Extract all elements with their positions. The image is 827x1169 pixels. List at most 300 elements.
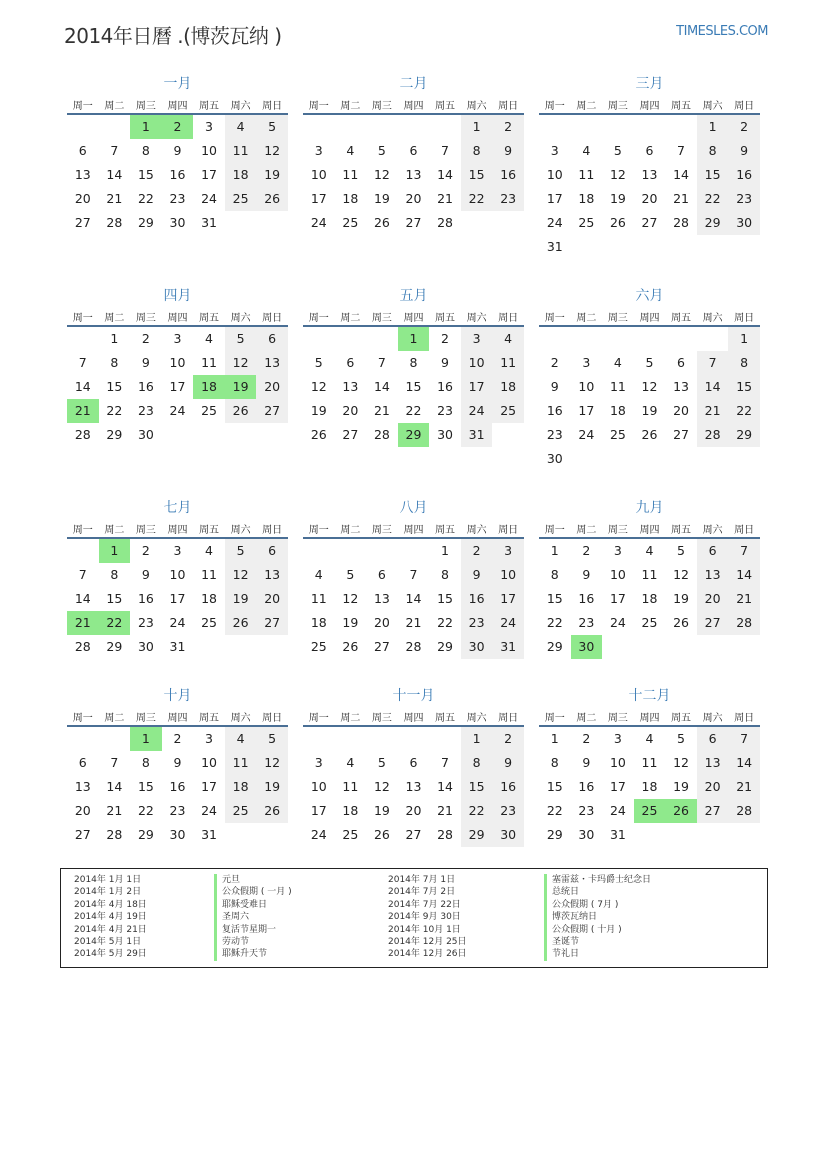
empty-cell [67, 115, 99, 139]
week-row [67, 399, 288, 423]
day-cell: 4 [645, 543, 654, 558]
weekday-label: 周日 [498, 312, 519, 324]
weekday-label: 周四 [639, 312, 660, 324]
day-cell: 23 [578, 803, 595, 818]
week-row [67, 211, 288, 235]
week-row [539, 187, 760, 211]
day-cell: 26 [641, 427, 658, 442]
month-name: 四月 [163, 288, 192, 304]
day-cell: 17 [169, 379, 186, 394]
day-cell: 12 [373, 167, 390, 182]
day-cell: 7 [677, 143, 685, 158]
week-row [539, 139, 760, 163]
day-cell: 19 [373, 803, 390, 818]
weekday-label: 周二 [104, 712, 125, 724]
holiday-date: 2014年 7月 22日 [388, 899, 461, 910]
empty-cell [602, 327, 634, 351]
day-cell: 27 [373, 639, 390, 654]
weekday-label: 周日 [262, 100, 283, 112]
empty-cell [634, 235, 666, 259]
empty-cell [665, 823, 697, 847]
day-cell: 21 [373, 403, 390, 418]
day-cell: 25 [310, 639, 327, 654]
day-cell: 15 [461, 775, 493, 799]
holiday-names-right [544, 874, 651, 961]
weekday-label: 周三 [371, 312, 392, 324]
day-cell: 20 [74, 191, 91, 206]
day-cell: 1 [461, 727, 493, 751]
empty-cell [335, 115, 367, 139]
weekday-header [67, 519, 288, 539]
day-cell: 10 [201, 143, 217, 158]
month-name: 九月 [635, 500, 664, 516]
weekday-label: 周一 [72, 100, 93, 112]
day-cell: 12 [256, 751, 288, 775]
day-cell: 26 [665, 799, 697, 823]
week-row [539, 235, 760, 259]
day-cell: 5 [346, 567, 355, 582]
day-cell: 4 [645, 731, 654, 746]
week-row [539, 115, 760, 139]
empty-cell [697, 447, 729, 471]
week-row [67, 327, 288, 351]
day-cell: 19 [609, 191, 626, 206]
empty-cell [366, 327, 398, 351]
day-cell: 31 [492, 635, 524, 659]
day-cell: 7 [697, 351, 729, 375]
empty-cell [602, 235, 634, 259]
day-cell: 22 [461, 187, 493, 211]
empty-cell [99, 727, 131, 751]
day-cell: 4 [492, 327, 524, 351]
empty-cell [634, 447, 666, 471]
day-cell: 12 [673, 755, 689, 770]
day-cell: 14 [437, 167, 453, 182]
week-row [303, 635, 524, 659]
week-row [303, 751, 524, 775]
day-cell: 29 [697, 211, 729, 235]
holiday-date: 2014年 7月 2日 [388, 887, 456, 898]
weekday-label: 周日 [262, 312, 283, 324]
day-cell: 24 [492, 611, 524, 635]
day-cell: 23 [492, 187, 524, 211]
month-calendar [539, 497, 760, 659]
day-cell: 21 [67, 399, 99, 423]
day-cell: 10 [461, 351, 493, 375]
day-cell: 6 [78, 755, 87, 770]
weekday-label: 周六 [230, 524, 251, 536]
day-cell: 26 [225, 399, 257, 423]
week-row [303, 375, 524, 399]
weekday-label: 周六 [702, 524, 723, 536]
holiday-date: 2014年 12月 25日 [388, 936, 467, 947]
day-cell: 29 [437, 639, 453, 654]
day-cell: 11 [342, 779, 359, 794]
day-cell: 8 [141, 755, 150, 770]
day-cell: 5 [677, 543, 685, 558]
weekday-label: 周日 [734, 712, 755, 724]
day-cell: 31 [169, 639, 186, 654]
weekday-label: 周一 [308, 100, 329, 112]
day-cell: 15 [546, 591, 563, 606]
weekday-label: 周四 [403, 312, 424, 324]
weekday-label: 周六 [702, 312, 723, 324]
week-row [539, 727, 760, 751]
day-cell: 7 [377, 355, 386, 370]
day-cell: 15 [405, 379, 422, 394]
day-cell: 7 [110, 755, 119, 770]
weekday-label: 周三 [371, 712, 392, 724]
site-brand[interactable]: TIMESLES.COM [676, 24, 768, 39]
empty-cell [335, 539, 367, 563]
day-cell: 16 [137, 379, 154, 394]
day-cell: 7 [110, 143, 119, 158]
weekday-label: 周五 [435, 100, 456, 112]
day-cell: 19 [310, 403, 327, 418]
week-row [539, 327, 760, 351]
empty-cell [67, 727, 99, 751]
week-row [539, 399, 760, 423]
day-cell: 14 [728, 563, 760, 587]
day-cell: 12 [342, 591, 359, 606]
day-cell: 9 [141, 355, 150, 370]
day-cell: 13 [697, 563, 729, 587]
weekday-label: 周四 [639, 524, 660, 536]
day-cell: 28 [373, 427, 390, 442]
day-cell: 15 [106, 591, 123, 606]
day-cell: 4 [225, 727, 257, 751]
day-cell: 7 [728, 539, 760, 563]
day-cell: 12 [373, 779, 390, 794]
day-cell: 20 [697, 587, 729, 611]
day-cell: 13 [373, 591, 390, 606]
week-row [303, 563, 524, 587]
day-cell: 3 [314, 143, 323, 158]
day-cell: 30 [137, 639, 154, 654]
day-cell: 10 [310, 167, 327, 182]
day-cell: 26 [373, 827, 390, 842]
day-cell: 15 [137, 167, 154, 182]
empty-cell [256, 211, 288, 235]
empty-cell [492, 423, 524, 447]
day-cell: 6 [346, 355, 355, 370]
day-cell: 18 [225, 775, 257, 799]
empty-cell [539, 327, 571, 351]
day-cell: 13 [342, 379, 359, 394]
weekday-label: 周三 [371, 100, 392, 112]
month-calendar [303, 497, 524, 659]
empty-cell [398, 727, 430, 751]
day-cell: 13 [74, 779, 91, 794]
day-cell: 25 [225, 187, 257, 211]
week-row [539, 539, 760, 563]
day-cell: 12 [673, 567, 689, 582]
day-cell: 28 [728, 799, 760, 823]
day-cell: 1 [398, 327, 430, 351]
day-cell: 12 [310, 379, 327, 394]
day-cell: 1 [130, 727, 162, 751]
day-cell: 20 [697, 775, 729, 799]
day-cell: 11 [641, 567, 658, 582]
day-cell: 31 [546, 239, 563, 254]
weekday-label: 周二 [576, 524, 597, 536]
day-cell: 23 [578, 615, 595, 630]
weekday-label: 周四 [167, 712, 188, 724]
empty-cell [602, 447, 634, 471]
day-cell: 6 [409, 143, 418, 158]
holiday-name: 塞雷兹・卡玛爵士纪念日 [544, 874, 651, 886]
day-cell: 8 [728, 351, 760, 375]
day-cell: 1 [110, 331, 119, 346]
weekday-label: 周二 [576, 712, 597, 724]
weekday-label: 周四 [403, 100, 424, 112]
day-cell: 20 [641, 191, 658, 206]
empty-cell [539, 115, 571, 139]
day-cell: 8 [110, 567, 119, 582]
day-cell: 8 [441, 567, 449, 582]
day-cell: 4 [613, 355, 622, 370]
weekday-label: 周一 [544, 524, 565, 536]
week-row [539, 587, 760, 611]
week-row [539, 751, 760, 775]
day-cell: 4 [225, 115, 257, 139]
day-cell: 16 [461, 587, 493, 611]
weekday-label: 周一 [72, 524, 93, 536]
day-cell: 19 [342, 615, 359, 630]
week-row [303, 115, 524, 139]
day-cell: 10 [201, 755, 217, 770]
empty-cell [303, 327, 335, 351]
day-cell: 27 [641, 215, 658, 230]
day-cell: 27 [405, 215, 422, 230]
weekday-label: 周二 [576, 100, 597, 112]
day-cell: 3 [173, 543, 182, 558]
day-cell: 6 [697, 727, 729, 751]
week-row [539, 211, 760, 235]
weekday-label: 周四 [167, 100, 188, 112]
day-cell: 17 [578, 403, 595, 418]
day-cell: 21 [728, 775, 760, 799]
month-calendar [539, 73, 760, 259]
empty-cell [366, 727, 398, 751]
week-row [303, 587, 524, 611]
day-cell: 11 [578, 167, 595, 182]
day-cell: 25 [492, 399, 524, 423]
day-cell: 7 [78, 567, 87, 582]
day-cell: 2 [141, 543, 150, 558]
empty-cell [398, 115, 430, 139]
day-cell: 8 [461, 139, 493, 163]
month-calendar [67, 73, 288, 235]
day-cell: 30 [169, 215, 186, 230]
weekday-label: 周二 [104, 100, 125, 112]
day-cell: 15 [137, 779, 154, 794]
day-cell: 5 [677, 731, 685, 746]
weekday-label: 周六 [466, 524, 487, 536]
empty-cell [665, 635, 697, 659]
day-cell: 25 [609, 427, 626, 442]
empty-cell [366, 539, 398, 563]
empty-cell [256, 635, 288, 659]
weekday-label: 周五 [671, 524, 692, 536]
day-cell: 26 [373, 215, 390, 230]
day-cell: 28 [405, 639, 422, 654]
empty-cell [193, 635, 225, 659]
day-cell: 16 [578, 591, 595, 606]
day-cell: 7 [441, 143, 449, 158]
day-cell: 25 [201, 403, 217, 418]
holiday-date: 2014年 12月 26日 [388, 949, 467, 960]
day-cell: 31 [201, 827, 217, 842]
weekday-label: 周一 [308, 712, 329, 724]
empty-cell [602, 635, 634, 659]
empty-cell [728, 235, 760, 259]
day-cell: 23 [546, 427, 563, 442]
week-row [539, 775, 760, 799]
day-cell: 21 [405, 615, 422, 630]
day-cell: 21 [673, 191, 689, 206]
day-cell: 1 [697, 115, 729, 139]
day-cell: 1 [461, 115, 493, 139]
day-cell: 20 [405, 191, 422, 206]
empty-cell [67, 539, 99, 563]
day-cell: 21 [106, 191, 123, 206]
empty-cell [665, 235, 697, 259]
day-cell: 2 [582, 731, 591, 746]
day-cell: 1 [550, 543, 559, 558]
holiday-date: 2014年 1月 2日 [74, 887, 142, 898]
week-row [67, 375, 288, 399]
holiday-dates-left [74, 874, 147, 961]
day-cell: 27 [342, 427, 359, 442]
empty-cell [634, 635, 666, 659]
day-cell: 4 [582, 143, 591, 158]
day-cell: 29 [398, 423, 430, 447]
weekday-label: 周四 [403, 712, 424, 724]
day-cell: 16 [578, 779, 595, 794]
weekday-label: 周四 [639, 712, 660, 724]
empty-cell [665, 115, 697, 139]
day-cell: 11 [310, 591, 327, 606]
week-row [67, 423, 288, 447]
week-row [67, 635, 288, 659]
day-cell: 16 [437, 379, 453, 394]
day-cell: 9 [461, 563, 493, 587]
month-calendar [67, 285, 288, 447]
week-row [67, 163, 288, 187]
holiday-names-left [214, 874, 292, 961]
day-cell: 22 [461, 799, 493, 823]
day-cell: 12 [609, 167, 626, 182]
day-cell: 1 [130, 115, 162, 139]
day-cell: 8 [550, 567, 559, 582]
day-cell: 29 [106, 639, 123, 654]
day-cell: 6 [677, 355, 685, 370]
day-cell: 20 [256, 587, 288, 611]
weekday-label: 周三 [135, 712, 156, 724]
weekday-label: 周一 [72, 712, 93, 724]
month-name: 五月 [399, 288, 428, 304]
holiday-date: 2014年 4月 18日 [74, 899, 147, 910]
day-cell: 11 [201, 355, 217, 370]
weekday-label: 周五 [435, 312, 456, 324]
day-cell: 14 [106, 167, 123, 182]
day-cell: 20 [405, 803, 422, 818]
month-name: 三月 [635, 76, 664, 92]
weekday-header [539, 307, 760, 327]
day-cell: 7 [441, 755, 449, 770]
week-row [67, 611, 288, 635]
day-cell: 27 [697, 611, 729, 635]
day-cell: 4 [205, 331, 213, 346]
weekday-label: 周三 [135, 312, 156, 324]
day-cell: 14 [74, 591, 91, 606]
day-cell: 17 [169, 591, 186, 606]
day-cell: 4 [314, 567, 323, 582]
month-name: 七月 [163, 500, 192, 516]
week-row [303, 727, 524, 751]
day-cell: 28 [106, 215, 123, 230]
empty-cell [398, 539, 430, 563]
day-cell: 8 [110, 355, 119, 370]
day-cell: 10 [310, 779, 327, 794]
holiday-date: 2014年 4月 19日 [74, 912, 147, 923]
holiday-name: 圣周六 [214, 911, 292, 923]
weekday-label: 周二 [104, 312, 125, 324]
day-cell: 3 [550, 143, 559, 158]
weekday-label: 周四 [639, 100, 660, 112]
day-cell: 25 [641, 615, 658, 630]
week-row [303, 611, 524, 635]
empty-cell [303, 539, 335, 563]
day-cell: 8 [141, 143, 150, 158]
empty-cell [665, 447, 697, 471]
week-row [303, 799, 524, 823]
weekday-label: 周日 [734, 100, 755, 112]
month-calendar [303, 73, 524, 235]
day-cell: 13 [641, 167, 658, 182]
week-row [539, 351, 760, 375]
weekday-label: 周一 [72, 312, 93, 324]
weekday-label: 周五 [199, 712, 220, 724]
weekday-header [539, 95, 760, 115]
empty-cell [256, 423, 288, 447]
day-cell: 1 [550, 731, 559, 746]
day-cell: 16 [137, 591, 154, 606]
weekday-label: 周一 [544, 312, 565, 324]
weekday-label: 周三 [607, 100, 628, 112]
day-cell: 14 [437, 779, 453, 794]
day-cell: 1 [441, 543, 449, 558]
day-cell: 19 [225, 375, 257, 399]
day-cell: 2 [582, 543, 591, 558]
day-cell: 13 [256, 351, 288, 375]
day-cell: 17 [310, 191, 327, 206]
empty-cell [571, 447, 603, 471]
day-cell: 22 [99, 611, 131, 635]
day-cell: 26 [310, 427, 327, 442]
day-cell: 30 [461, 635, 493, 659]
day-cell: 22 [106, 403, 123, 418]
month-name: 十二月 [628, 688, 671, 704]
day-cell: 17 [609, 591, 626, 606]
day-cell: 2 [441, 331, 449, 346]
day-cell: 20 [673, 403, 689, 418]
day-cell: 27 [697, 799, 729, 823]
day-cell: 23 [137, 403, 154, 418]
day-cell: 18 [225, 163, 257, 187]
weekday-label: 周六 [230, 100, 251, 112]
